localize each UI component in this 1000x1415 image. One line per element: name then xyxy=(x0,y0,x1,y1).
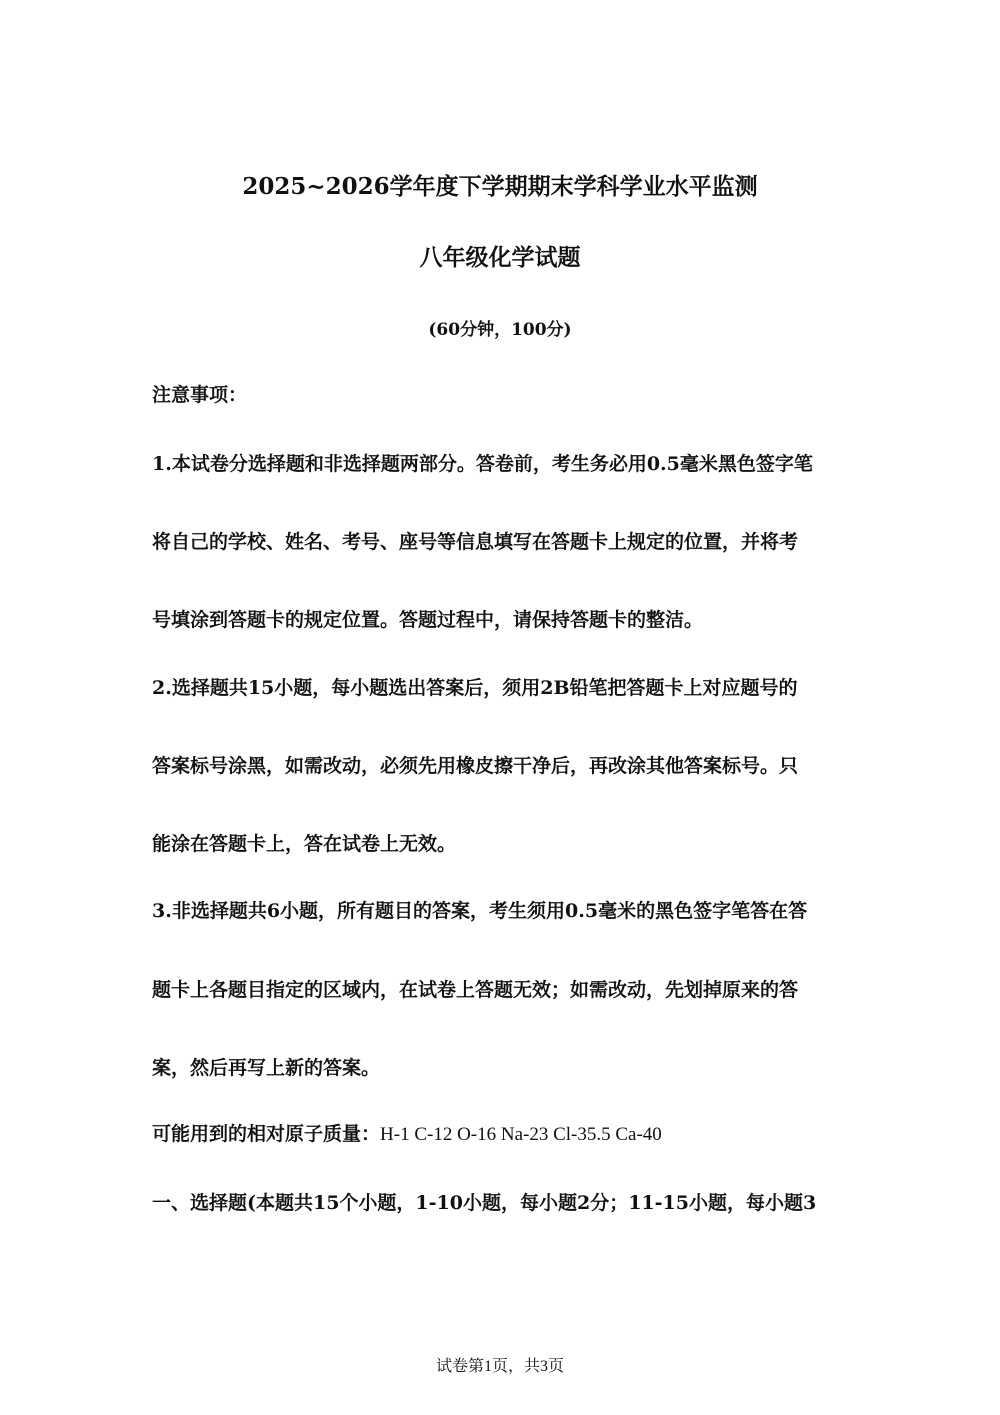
page-footer: 试卷第1页，共3页 xyxy=(435,1358,564,1375)
notice-line: 将自己的学校、姓名、考号、座号等信息填写在答题卡上规定的位置，并将考 xyxy=(152,531,799,553)
notice-line: 2.选择题共15小题，每小题选出答案后，须用2B铅笔把答题卡上对应题号的 xyxy=(152,677,798,699)
notice-line: 1.本试卷分选择题和非选择题两部分。答卷前，考生务必用0.5毫米黑色签字笔 xyxy=(152,453,813,475)
notice-line: 号填涂到答题卡的规定位置。答题过程中，请保持答题卡的整洁。 xyxy=(152,609,704,631)
notice-line: 案，然后再写上新的答案。 xyxy=(152,1057,381,1079)
atomic-mass-values: H-1 C-12 O-16 Na-23 Cl-35.5 Ca-40 xyxy=(380,1124,662,1145)
notice-line: 题卡上各题目指定的区域内，在试卷上答题无效；如需改动，先划掉原来的答 xyxy=(152,979,799,1001)
exam-subtitle: 八年级化学试题 xyxy=(419,244,581,271)
exam-title: 2025~2026学年度下学期期末学科学业水平监测 xyxy=(242,173,758,200)
notice-line: 3.非选择题共6小题，所有题目的答案，考生须用0.5毫米的黑色签字笔答在答 xyxy=(152,900,808,922)
notice-line: 能涂在答题卡上，答在试卷上无效。 xyxy=(152,833,457,855)
exam-duration: (60分钟，100分) xyxy=(428,320,572,340)
atomic-mass-line xyxy=(152,1121,662,1148)
notice-line: 答案标号涂黑，如需改动，必须先用橡皮擦干净后，再改涂其他答案标号。只 xyxy=(152,755,799,777)
notice-heading: 注意事项： xyxy=(152,384,248,406)
atomic-mass-label: 可能用到的相对原子质量： xyxy=(152,1123,381,1145)
section-one-heading: 一、选择题(本题共15个小题，1-10小题，每小题2分；11-15小题，每小题3 xyxy=(152,1192,817,1214)
